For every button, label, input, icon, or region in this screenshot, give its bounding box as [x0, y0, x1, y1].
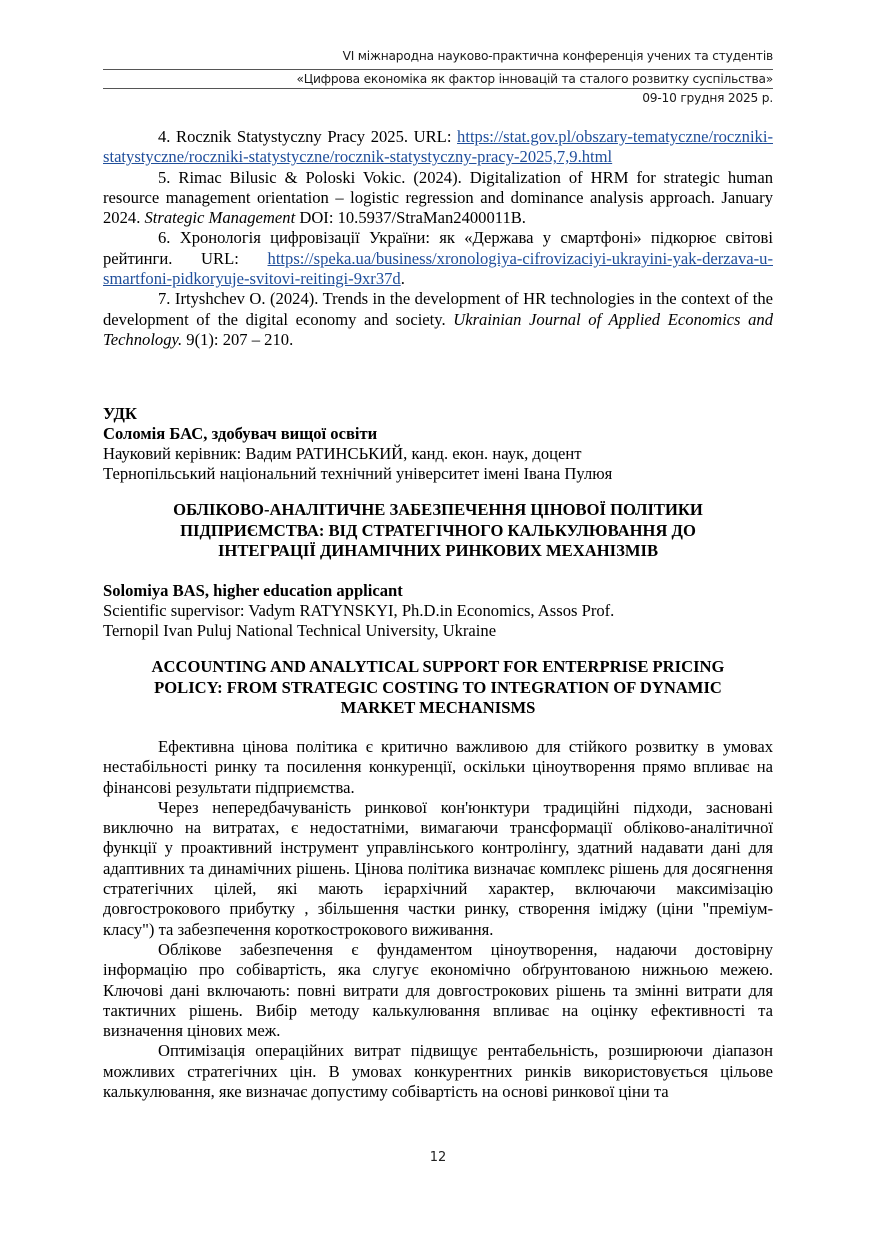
- reference-item: [103, 289, 773, 350]
- reference-journal: Ukrainian Journal of Applied Economics and Technology.: [103, 309, 773, 349]
- reference-text: 5. Rimac Bilusic & Poloski Vokic. (2024). Digitalization of HRM for strategic human resource management orientation – logistic regression and dominance analysis approach. January 2024.: [103, 167, 773, 228]
- page-number: 12: [429, 1150, 447, 1165]
- reference-item: [103, 127, 773, 168]
- author-name-en: Solomiya BAS, higher education applicant: [103, 581, 403, 600]
- article-title-en: [103, 657, 773, 719]
- header-rule: [103, 69, 773, 70]
- reference-item: [103, 228, 773, 289]
- reference-list: [103, 127, 773, 350]
- conference-header-theme: «Цифрова економіка як фактор інновацій та сталого розвитку суспільства»: [296, 72, 773, 86]
- body-paragraph: Ефективна цінова політика є критично важливою для стійкого розвитку в умовах нестабільності ринку та посилення конкуренції, оскільки ціноутворення прямо впливає на фінансові результати підприємства.: [103, 737, 773, 797]
- university-en: Ternopil Ivan Puluj National Technical University, Ukraine: [103, 621, 497, 640]
- title-line: ІНТЕГРАЦІЇ ДИНАМІЧНИХ РИНКОВИХ МЕХАНІЗМІВ: [217, 541, 659, 560]
- reference-text: 4. Rocznik Statystyczny Pracy 2025. URL:: [158, 127, 458, 146]
- reference-link[interactable]: https://speka.ua/business/xronologiya-cifrovizaciyi-ukrayini-yak-derzava-u-smartfoni-pidkoryuje-svitovi-reitingi-9xr37d: [103, 248, 773, 289]
- header-rule: [103, 88, 773, 89]
- reference-link[interactable]: https://stat.gov.pl/obszary-tematyczne/roczniki-statystyczne/roczniki-statystyczne/rocznik-statystyczny-pracy-2025,7,9.html: [103, 127, 773, 167]
- reference-text: 9(1): 207 – 210.: [182, 329, 294, 349]
- udk-label: УДК: [103, 404, 137, 423]
- title-line: MARKET MECHANISMS: [340, 698, 536, 717]
- title-line: POLICY: FROM STRATEGIC COSTING TO INTEGRATION OF DYNAMIC: [154, 677, 722, 697]
- reference-item: [103, 168, 773, 229]
- title-line: ПІДПРИЄМСТВА: ВІД СТРАТЕГІЧНОГО КАЛЬКУЛЮВАННЯ ДО: [180, 520, 696, 540]
- reference-text: 6. Хронологія цифровізації України: як «Держава у смартфоні» підкорює світові рейтинги. URL:: [103, 228, 773, 268]
- title-line: ACCOUNTING AND ANALYTICAL SUPPORT FOR ENTERPRISE PRICING: [151, 657, 725, 676]
- reference-journal: Strategic Management: [144, 208, 296, 228]
- body-paragraph: Через непередбачуваність ринкової кон'юнктури традиційні підходи, засновані виключно на витратах, є недостатніми, вимагаючи трансформації обліково-аналітичної функції у проактивний інструмент управлінського контролінгу, здатний надавати дані для адаптивних та динамічних рішень. Цінова політика визначає комплекс рішень для досягнення стратегічних цілей, які мають ієрархічний характер, включаючи максимізацію довгострокового прибутку , збільшення частки ринку, створення іміджу (ціни "преміум-класу") та забезпечення короткострокового виживання.: [103, 797, 773, 939]
- reference-text: .: [400, 269, 405, 289]
- article-body: [103, 737, 773, 1102]
- supervisor-en: Scientific supervisor: Vadym RATYNSKYI, Ph.D.in Economics, Assos Prof.: [103, 601, 615, 620]
- body-paragraph: Оптимізація операційних витрат підвищує рентабельність, розширюючи діапазон можливих стратегічних цін. В умовах конкурентних ринків використовується цільове калькулювання, яке визначає допустиму собівартість на основі ринкової ціни та: [103, 1041, 773, 1102]
- university-ua: Тернопільський національний технічний університет імені Івана Пулюя: [103, 464, 613, 483]
- title-line: ОБЛІКОВО-АНАЛІТИЧНЕ ЗАБЕЗПЕЧЕННЯ ЦІНОВОЇ ПОЛІТИКИ: [173, 500, 703, 519]
- reference-text: DOI: 10.5937/StraMan2400011B.: [295, 208, 526, 228]
- supervisor-ua: Науковий керівник: Вадим РАТИНСЬКИЙ, канд. екон. наук, доцент: [103, 444, 582, 463]
- author-name-ua: Соломія БАС, здобувач вищої освіти: [103, 424, 378, 443]
- conference-header-title: VI міжнародна науково-практична конференція учених та студентів: [342, 49, 773, 63]
- conference-header-date: 09-10 грудня 2025 р.: [642, 91, 773, 105]
- body-paragraph: Облікове забезпечення є фундаментом ціноутворення, надаючи достовірну інформацію про собівартість, яка слугує економічно обґрунтованою нижньою межею. Ключові дані включають: повні витрати для довгострокових рішень та змінні витрати для тактичних рішень. Вибір методу калькулювання впливає на оцінку ефективності та визначення цінових меж.: [103, 939, 773, 1041]
- article-title-ua: [103, 500, 773, 562]
- reference-text: 7. Irtyshchev O. (2024). Trends in the development of HR technologies in the context of the development of the digital economy and society.: [103, 289, 773, 329]
